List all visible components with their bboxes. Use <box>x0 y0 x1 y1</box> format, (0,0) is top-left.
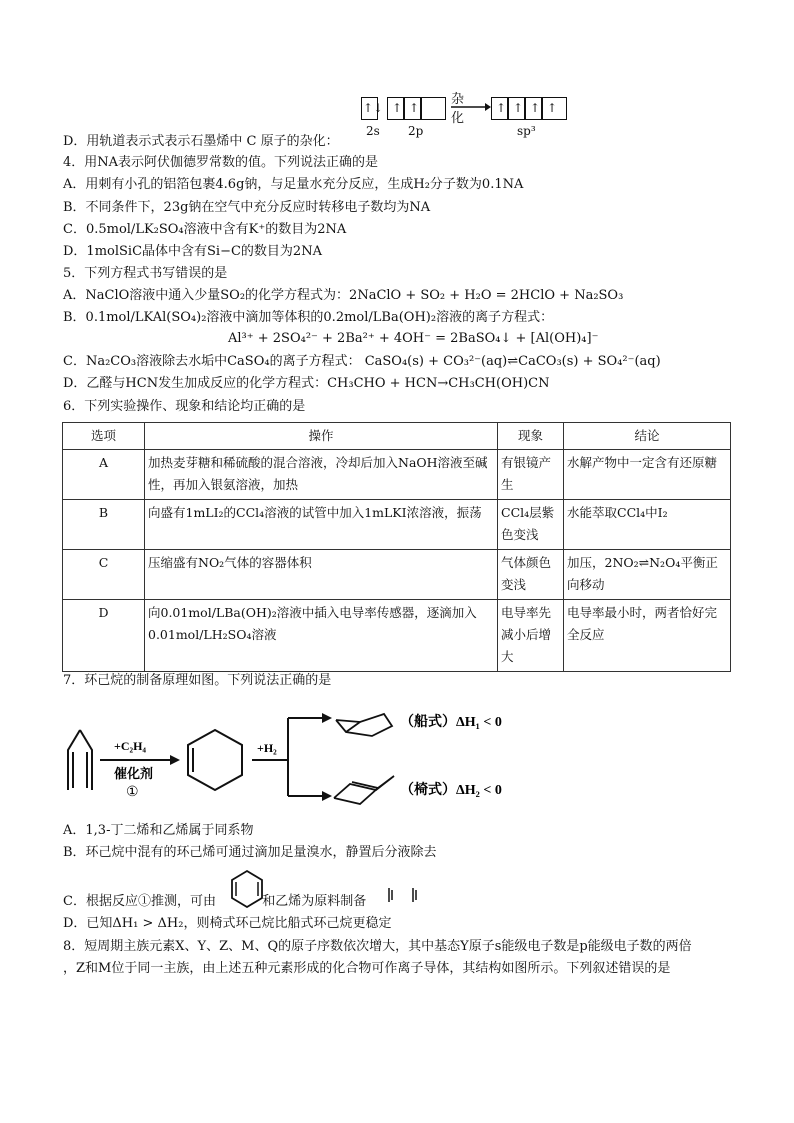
reagent-hydrogen: +H₂ <box>257 741 277 755</box>
label-2s: 2s <box>366 124 380 138</box>
table-row <box>63 600 731 672</box>
q4-option-d: D．1molSiC晶体中含有Si−C的数目为2NA <box>63 244 322 259</box>
table-cell-option: D <box>63 600 145 672</box>
question-8-line-2: ，Z和M位于同一主族，由上述五种元素形成的化合物可作离子导体，其结构如图所示。下列叙述错误的是 <box>63 961 671 976</box>
q7-option-d: D．已知ΔH₁ > ΔH₂，则椅式环己烷比船式环己烷更稳定 <box>63 916 392 931</box>
q7-option-c <box>63 893 366 911</box>
table-cell-option: C <box>63 550 145 600</box>
table-cell-operation: 向0.01mol/LBa(OH)₂溶液中插入电导率传感器，逐滴加入0.01mol/LH₂SO₄溶液 <box>145 600 498 672</box>
table-cell-conclusion: 水能萃取CCl₄中I₂ <box>564 500 731 550</box>
label-2p: 2p <box>408 124 424 138</box>
table-cell-phenomenon: CCl₄层紫色变浅 <box>498 500 564 550</box>
table-row <box>63 550 731 600</box>
q5-option-c: C．Na₂CO₃溶液除去水垢中CaSO₄的离子方程式： CaSO₄(s) + CO₃²⁻(aq)⇌CaCO₃(s) + SO₄²⁻(aq) <box>63 354 661 369</box>
orbital-box-2p-2: ↑ <box>404 97 421 120</box>
catalyst-label: 催化剂 <box>114 766 154 781</box>
chair-cyclohexane-structure <box>334 776 394 804</box>
experiment-table <box>62 422 731 672</box>
q7-option-c-pre: C．根据反应①推测，可由 <box>63 894 216 909</box>
reagent-ethylene: +C₂H₄ <box>114 739 147 753</box>
orbital-box-2p-1: ↑ <box>387 97 404 120</box>
question-8-line-1: 8．短周期主族元素X、Y、Z、M、Q的原子序数依次增大，其中基态Y原子s能级电子数是p能级电子数的两倍 <box>63 939 692 954</box>
reaction-arrow-1-icon <box>100 755 180 765</box>
cyclohexene-structure <box>188 730 242 790</box>
q5-option-b-equation: Al³⁺ + 2SO₄²⁻ + 2Ba²⁺ + 4OH⁻ = 2BaSO₄↓ + [Al(OH)₄]⁻ <box>228 331 599 346</box>
boat-cyclohexane-structure <box>336 714 392 736</box>
table-cell-conclusion: 加压，2NO₂⇌N₂O₄平衡正向移动 <box>564 550 731 600</box>
table-cell-option: B <box>63 500 145 550</box>
label-sp3: sp³ <box>517 124 536 138</box>
q5-option-a: A．NaClO溶液中通入少量SO₂的化学方程式为：2NaClO + SO₂ + H₂O = 2HClO + Na₂SO₃ <box>63 288 624 303</box>
q4-option-c: C．0.5mol/LK₂SO₄溶液中含有K⁺的数目为2NA <box>63 222 347 237</box>
table-cell-phenomenon: 有银镜产生 <box>498 450 564 500</box>
q7-option-b: B．环己烷中混有的环己烯可通过滴加足量溴水，静置后分液除去 <box>63 845 437 860</box>
orbital-box-sp3-3: ↑ <box>525 97 542 120</box>
table-cell-operation: 压缩盛有NO₂气体的容器体积 <box>145 550 498 600</box>
orbital-box-sp3-2: ↑ <box>508 97 525 120</box>
hybrid-arrow-icon <box>451 102 491 112</box>
question-4: 4．用NA表示阿伏伽德罗常数的值。下列说法正确的是 <box>63 155 379 170</box>
q7-option-a: A．1,3-丁二烯和乙烯属于同系物 <box>63 823 254 838</box>
question-5: 5．下列方程式书写错误的是 <box>63 266 228 281</box>
orbital-box-2s: ↑↓ <box>361 97 378 120</box>
question-6: 6．下列实验操作、现象和结论均正确的是 <box>63 399 306 414</box>
q5-option-b: B．0.1mol/LKAl(SO₄)₂溶液中滴加等体积的0.2mol/LBa(OH)₂溶液的离子方程式： <box>63 310 554 325</box>
q7-option-c-post: 和乙烯为原料制备 <box>262 894 367 909</box>
q4-option-b: B．不同条件下，23g钠在空气中充分反应时转移电子数均为NA <box>63 200 431 215</box>
orbital-box-2p-3 <box>421 97 446 120</box>
table-cell-operation: 加热麦芽糖和稀硫酸的混合溶液，冷却后加入NaOH溶液至碱性，再加入银氨溶液，加热 <box>145 450 498 500</box>
reaction-scheme <box>60 700 560 818</box>
orbital-box-sp3-1: ↑ <box>491 97 508 120</box>
reaction-arrow-2-icon <box>252 718 322 796</box>
table-header: 结论 <box>564 423 731 450</box>
orbital-box-sp3-4: ↑ <box>542 97 567 120</box>
table-header: 现象 <box>498 423 564 450</box>
table-header: 操作 <box>145 423 498 450</box>
table-cell-phenomenon: 电导率先减小后增大 <box>498 600 564 672</box>
question-7: 7．环己烷的制备原理如图。下列说法正确的是 <box>63 673 332 688</box>
cyclohexadiene-structure <box>228 868 266 908</box>
q4-option-a: A．用刺有小孔的铝箔包裹4.6g钠，与足量水充分反应，生成H₂分子数为0.1NA <box>63 177 524 192</box>
table-cell-phenomenon: 气体颜色变浅 <box>498 550 564 600</box>
step-label: ① <box>126 785 139 800</box>
table-header-row <box>63 423 731 450</box>
hybrid-label: 杂化 <box>451 92 465 126</box>
table-cell-conclusion: 水解产物中一定含有还原糖 <box>564 450 731 500</box>
table-row <box>63 500 731 550</box>
boat-label: （船式）ΔH₁ < 0 <box>400 715 502 730</box>
bicyclic-product-structure <box>385 884 425 904</box>
table-row <box>63 450 731 500</box>
table-cell-option: A <box>63 450 145 500</box>
option-d-q3: D．用轨道表示式表示石墨烯中 C 原子的杂化： <box>63 134 339 149</box>
q5-option-d: D．乙醛与HCN发生加成反应的化学方程式：CH₃CHO + HCN→CH₃CH(OH)CN <box>63 376 550 391</box>
butadiene-structure <box>68 730 92 790</box>
table-header: 选项 <box>63 423 145 450</box>
chair-label: （椅式）ΔH₂ < 0 <box>400 783 502 798</box>
table-cell-operation: 向盛有1mLI₂的CCl₄溶液的试管中加入1mLKI浓溶液，振荡 <box>145 500 498 550</box>
table-cell-conclusion: 电导率最小时，两者恰好完全反应 <box>564 600 731 672</box>
